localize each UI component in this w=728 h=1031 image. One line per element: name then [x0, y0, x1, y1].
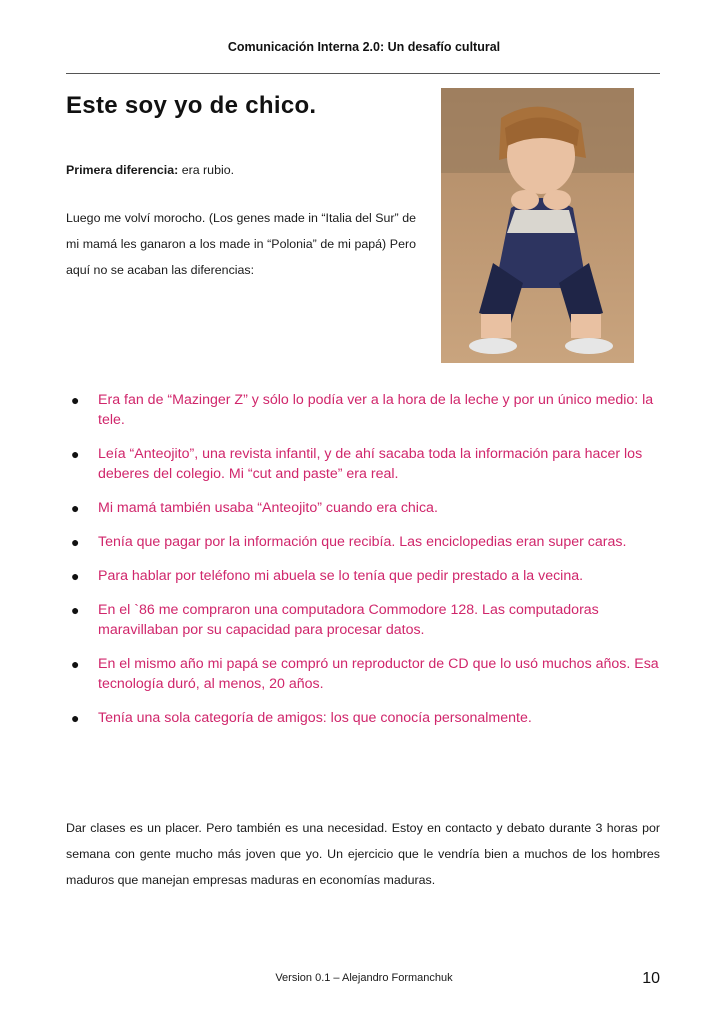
list-item — [66, 566, 666, 586]
list-item — [66, 532, 666, 552]
list-item-text: Tenía una sola categoría de amigos: los que conocía personalmente. — [98, 710, 532, 726]
list-item — [66, 708, 666, 728]
child-photo-illustration — [441, 88, 634, 363]
list-item-text: Tenía que pagar por la información que recibía. Las enciclopedias eran super caras. — [98, 534, 627, 550]
bullet-icon: ● — [71, 500, 80, 516]
list-item — [66, 444, 666, 484]
intro-paragraph: Luego me volví morocho. (Los genes made in “Italia del Sur” de mi mamá les ganaron a los made in “Polonia” de mi papá) Pero aquí no se acaban las diferencias: — [66, 211, 416, 277]
page-number: 10 — [642, 970, 660, 987]
header-divider — [66, 73, 660, 74]
child-photo — [441, 88, 634, 363]
bullet-icon: ● — [71, 656, 80, 672]
differences-list — [66, 390, 666, 742]
document-header-title: Comunicación Interna 2.0: Un desafío cultural — [227, 40, 501, 54]
first-difference — [66, 163, 416, 177]
first-difference-text: era rubio. — [178, 163, 235, 177]
list-item-text: En el mismo año mi papá se compró un reproductor de CD que lo usó muchos años. Esa tecnología duró, al menos, 20 años. — [98, 656, 659, 692]
list-item — [66, 498, 666, 518]
list-item-text: En el `86 me compraron una computadora Commodore 128. Las computadoras maravillaban por su capacidad para procesar datos. — [98, 602, 599, 638]
first-difference-label: Primera diferencia: — [66, 163, 179, 177]
list-item — [66, 600, 666, 640]
list-item-text: Mi mamá también usaba “Anteojito” cuando era chica. — [98, 500, 438, 516]
footer-version: Version 0.1 – Alejandro Formanchuk — [275, 972, 453, 984]
list-item-text: Era fan de “Mazinger Z” y sólo lo podía ver a la hora de la leche y por un único medio: la tele. — [98, 392, 654, 428]
bullet-icon: ● — [71, 392, 80, 408]
list-item-text: Para hablar por teléfono mi abuela se lo tenía que pedir prestado a la vecina. — [98, 568, 584, 584]
bullet-icon: ● — [71, 534, 80, 550]
bullet-icon: ● — [71, 568, 80, 584]
list-item-text: Leía “Anteojito”, una revista infantil, y de ahí sacaba toda la información para hacer los deberes del colegio. Mi “cut and paste” era real. — [98, 446, 643, 482]
bullet-icon: ● — [71, 446, 80, 462]
section-heading: Este soy yo de chico. — [66, 92, 317, 119]
list-item — [66, 654, 666, 694]
bullet-icon: ● — [71, 602, 80, 618]
bullet-icon: ● — [71, 710, 80, 726]
list-item — [66, 390, 666, 430]
closing-paragraph: Dar clases es un placer. Pero también es una necesidad. Estoy en contacto y debato durante 3 horas por semana con gente mucho más joven que yo. Un ejercicio que le vendría bien a muchos de los hombres maduros que manejan empresas maduras en economías maduras. — [66, 821, 660, 887]
